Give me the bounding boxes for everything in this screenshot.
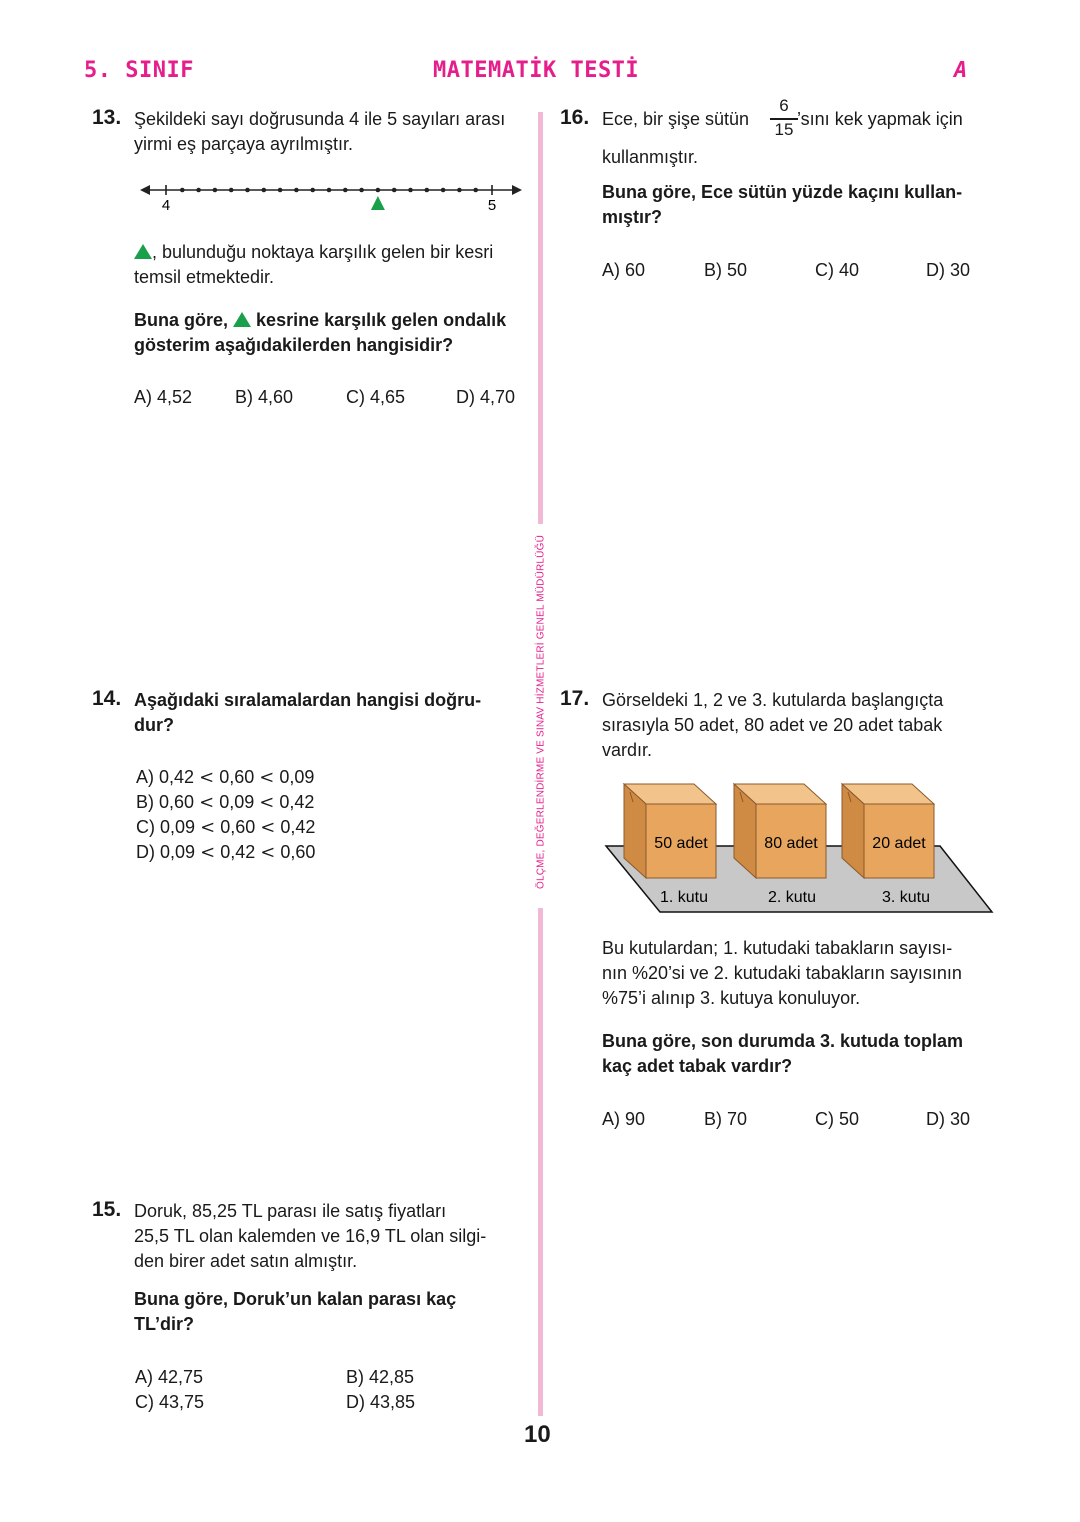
option-c[interactable]: C) 50 xyxy=(815,1109,860,1129)
box-3-count: 20 adet xyxy=(872,835,926,852)
number-line-tick xyxy=(294,188,299,193)
box-3 xyxy=(842,784,934,878)
option-c[interactable]: C) 43,75 xyxy=(135,1392,205,1412)
number-line-tick xyxy=(213,188,218,193)
box-2-label: 2. kutu xyxy=(767,889,817,906)
page-number: 10 xyxy=(524,1421,551,1448)
question-prompt: Buna göre, son durumda 3. kutuda toplam xyxy=(602,1031,964,1051)
question-number: 16. xyxy=(560,106,590,129)
option-a[interactable]: A) 0,42 < 0,60 < 0,09 xyxy=(136,767,315,788)
right-arrow-icon xyxy=(512,185,522,195)
boxes-figure xyxy=(600,778,996,918)
question-text: %75’i alınıp 3. kutuya konuluyor. xyxy=(602,988,861,1008)
question-number: 17. xyxy=(560,687,590,710)
option-a[interactable]: A) 4,52 xyxy=(134,387,193,407)
number-line-tick xyxy=(278,188,283,193)
question-text: nın %20’si ve 2. kutudaki tabakların sayısının xyxy=(602,963,962,983)
box-2-count: 80 adet xyxy=(764,835,818,852)
question-number: 13. xyxy=(92,106,122,129)
question-prompt: TL’dir? xyxy=(134,1314,194,1334)
question-number: 15. xyxy=(92,1198,122,1221)
question-text: Görseldeki 1, 2 ve 3. kutularda başlangıçta xyxy=(602,690,944,710)
option-d[interactable]: D) 30 xyxy=(926,1109,971,1129)
question-prompt: Aşağıdaki sıralamalardan hangisi doğru- xyxy=(134,690,482,710)
number-line-tick xyxy=(196,188,201,193)
fraction-denominator: 15 xyxy=(774,120,794,139)
number-line-tick xyxy=(425,188,430,193)
option-c[interactable]: C) 0,09 < 0,60 < 0,42 xyxy=(136,817,316,838)
option-a[interactable]: A) 60 xyxy=(602,260,646,280)
option-d[interactable]: D) 4,70 xyxy=(456,387,516,407)
question-text: yirmi eş parçaya ayrılmıştır. xyxy=(134,134,354,154)
number-line-tick xyxy=(408,188,413,193)
question-prompt: kaç adet tabak vardır? xyxy=(602,1056,793,1076)
number-line xyxy=(140,178,522,218)
option-b[interactable]: B) 50 xyxy=(704,260,748,280)
triangle-marker-icon xyxy=(371,196,385,210)
number-line-tick xyxy=(180,188,185,193)
publisher-side-text: ÖLÇME, DEĞERLENDİRME VE SINAV HİZMETLERİ GENEL MÜDÜRLÜĞÜ xyxy=(535,534,547,890)
option-d[interactable]: D) 0,09 < 0,42 < 0,60 xyxy=(136,842,316,863)
box-3-label: 3. kutu xyxy=(881,889,931,906)
question-prompt: Buna göre, kesrine karşılık gelen ondalık xyxy=(134,310,507,330)
number-line-label-start: 4 xyxy=(161,197,171,214)
question-text: temsil etmektedir. xyxy=(134,267,275,287)
test-title: MATEMATİK TESTİ xyxy=(433,58,640,83)
number-line-tick xyxy=(441,188,446,193)
question-prompt: gösterim aşağıdakilerden hangisidir? xyxy=(134,335,454,355)
option-b[interactable]: B) 70 xyxy=(704,1109,748,1129)
option-b[interactable]: B) 42,85 xyxy=(346,1367,415,1387)
option-a[interactable]: A) 42,75 xyxy=(135,1367,204,1387)
question-prompt: Buna göre, Ece sütün yüzde kaçını kullan- xyxy=(602,182,963,202)
box-1 xyxy=(624,784,716,878)
question-prompt: dur? xyxy=(134,715,174,735)
column-divider-bottom xyxy=(538,908,543,1416)
number-line-tick xyxy=(262,188,267,193)
number-line-tick xyxy=(457,188,462,193)
question-text: , bulunduğu noktaya karşılık gelen bir kesri xyxy=(134,240,493,265)
number-line-tick xyxy=(359,188,364,193)
question-text: sırasıyla 50 adet, 80 adet ve 20 adet tabak xyxy=(602,715,943,735)
number-line-tick xyxy=(376,188,381,193)
option-a[interactable]: A) 90 xyxy=(602,1109,646,1129)
question-text: Bu kutulardan; 1. kutudaki tabakların sayısı- xyxy=(602,938,953,958)
option-b[interactable]: B) 4,60 xyxy=(235,387,294,407)
question-number: 14. xyxy=(92,687,122,710)
grade-label: 5. SINIF xyxy=(84,58,194,83)
number-line-tick xyxy=(310,188,315,193)
question-prompt: mıştır? xyxy=(602,207,663,227)
question-text: Doruk, 85,25 TL parası ile satış fiyatları xyxy=(134,1201,447,1221)
box-1-count: 50 adet xyxy=(654,835,708,852)
number-line-tick xyxy=(245,188,250,193)
number-line-tick xyxy=(473,188,478,193)
triangle-icon xyxy=(233,312,251,327)
booklet-type: A xyxy=(954,58,968,83)
question-prompt: Buna göre, Doruk’un kalan parası kaç xyxy=(134,1289,457,1309)
option-d[interactable]: D) 30 xyxy=(926,260,971,280)
question-text: den birer adet satın almıştır. xyxy=(134,1251,358,1271)
box-2 xyxy=(734,784,826,878)
option-c[interactable]: C) 4,65 xyxy=(346,387,406,407)
number-line-tick xyxy=(229,188,234,193)
option-b[interactable]: B) 0,60 < 0,09 < 0,42 xyxy=(136,792,315,813)
number-line-tick xyxy=(343,188,348,193)
triangle-icon xyxy=(134,244,152,259)
question-text: vardır. xyxy=(602,740,653,760)
number-line-tick xyxy=(327,188,332,193)
option-c[interactable]: C) 40 xyxy=(815,260,860,280)
question-text: ’sını kek yapmak için xyxy=(797,109,963,129)
question-text: kullanmıştır. xyxy=(602,147,699,167)
number-line-tick xyxy=(392,188,397,193)
box-1-label: 1. kutu xyxy=(659,889,709,906)
column-divider-top xyxy=(538,112,543,524)
question-text: Şekildeki sayı doğrusunda 4 ile 5 sayıları arası xyxy=(134,109,506,129)
question-text: 25,5 TL olan kalemden ve 16,9 TL olan silgi- xyxy=(134,1226,487,1246)
left-arrow-icon xyxy=(140,185,150,195)
fraction-numerator: 6 xyxy=(779,96,789,115)
option-d[interactable]: D) 43,85 xyxy=(346,1392,416,1412)
question-text: Ece, bir şişe sütün xyxy=(602,109,750,129)
number-line-label-end: 5 xyxy=(487,197,497,214)
